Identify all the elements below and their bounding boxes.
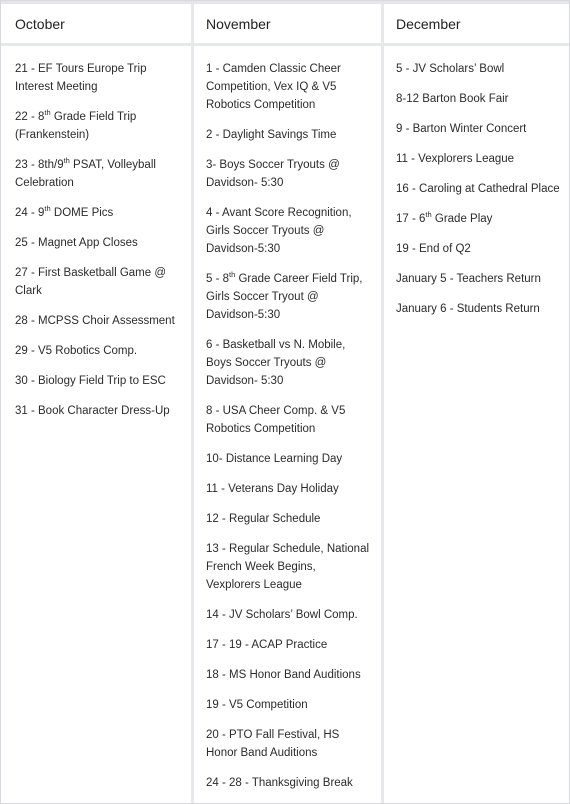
- event-item: 3- Boys Soccer Tryouts @ Davidson- 5:30: [206, 159, 340, 189]
- event-text-start: 23 - 8th/9: [15, 159, 64, 171]
- event-item: 10- Distance Learning Day: [206, 453, 343, 465]
- event-item: 31 - Book Character Dress-Up: [15, 405, 170, 417]
- event-item: 12 - Regular Schedule: [206, 513, 321, 525]
- event-item: 11 - Veterans Day Holiday: [206, 483, 339, 495]
- event-item: 4 - Avant Score Recognition, Girls Soccer Tryouts @ Davidson-5:30: [206, 207, 352, 255]
- event-item: 28 - MCPSS Choir Assessment: [15, 315, 175, 327]
- event-item: 13 - Regular Schedule, National French Week Begins, Vexplorers League: [206, 543, 370, 591]
- event-item: 14 - JV Scholars’ Bowl Comp.: [206, 609, 358, 621]
- event-item: 8-12 Barton Book Fair: [396, 93, 509, 105]
- ordinal-suffix: th: [63, 156, 70, 166]
- event-item: 25 - Magnet App Closes: [15, 237, 138, 249]
- ordinal-suffix: th: [229, 270, 236, 280]
- event-item: [396, 210, 561, 228]
- event-item: 2 - Daylight Savings Time: [206, 129, 337, 141]
- event-list-november: [194, 46, 381, 792]
- event-item: 8 - USA Cheer Comp. & V5 Robotics Competition: [206, 405, 346, 435]
- event-text-start: 17 - 6: [396, 213, 426, 225]
- column-header-november: November: [194, 4, 381, 46]
- event-text-start: 24 - 9: [15, 207, 45, 219]
- event-item: 20 - PTO Fall Festival, HS Honor Band Auditions: [206, 729, 340, 759]
- event-text-start: 22 - 8: [15, 111, 45, 123]
- event-list-december: [384, 46, 569, 318]
- event-item: 29 - V5 Robotics Comp.: [15, 345, 138, 357]
- event-item: [15, 156, 183, 192]
- ordinal-suffix: th: [44, 204, 51, 214]
- event-item: 19 - End of Q2: [396, 243, 471, 255]
- event-item: [15, 204, 183, 222]
- column-header-october: October: [1, 4, 191, 46]
- event-item: 17 - 19 - ACAP Practice: [206, 639, 328, 651]
- ordinal-suffix: th: [44, 108, 51, 118]
- event-item: 21 - EF Tours Europe Trip Interest Meeting: [15, 63, 147, 93]
- event-text-end: PSAT, Volleyball Celebration: [15, 159, 156, 189]
- event-item: 19 - V5 Competition: [206, 699, 308, 711]
- event-item: [15, 108, 183, 144]
- event-item: 5 - JV Scholars’ Bowl: [396, 63, 505, 75]
- event-item: 1 - Camden Classic Cheer Competition, Vex IQ & V5 Robotics Competition: [206, 63, 341, 111]
- event-item: 11 - Vexplorers League: [396, 153, 515, 165]
- event-item: 16 - Caroling at Cathedral Place: [396, 183, 560, 195]
- event-text-end: DOME Pics: [50, 207, 114, 219]
- event-item: 30 - Biology Field Trip to ESC: [15, 375, 166, 387]
- column-header-december: December: [384, 4, 569, 46]
- column-october: [1, 4, 191, 803]
- event-item: 24 - 28 - Thanksgiving Break: [206, 777, 353, 789]
- event-text-end: Grade Career Field Trip, Girls Soccer Tryout @ Davidson-5:30: [206, 273, 363, 321]
- column-november: [191, 4, 381, 803]
- ordinal-suffix: th: [425, 210, 432, 220]
- event-item: 6 - Basketball vs N. Mobile, Boys Soccer Tryouts @ Davidson- 5:30: [206, 339, 346, 387]
- event-item: January 6 - Students Return: [396, 303, 540, 315]
- event-item: 27 - First Basketball Game @ Clark: [15, 267, 166, 297]
- column-december: [381, 4, 569, 803]
- event-text-end: Grade Field Trip (Frankenstein): [15, 111, 137, 141]
- event-item: [206, 270, 373, 324]
- event-text-end: Grade Play: [431, 213, 493, 225]
- event-text-start: 5 - 8: [206, 273, 230, 285]
- event-list-october: [1, 46, 191, 420]
- event-item: 9 - Barton Winter Concert: [396, 123, 527, 135]
- event-item: 18 - MS Honor Band Auditions: [206, 669, 361, 681]
- event-item: January 5 - Teachers Return: [396, 273, 541, 285]
